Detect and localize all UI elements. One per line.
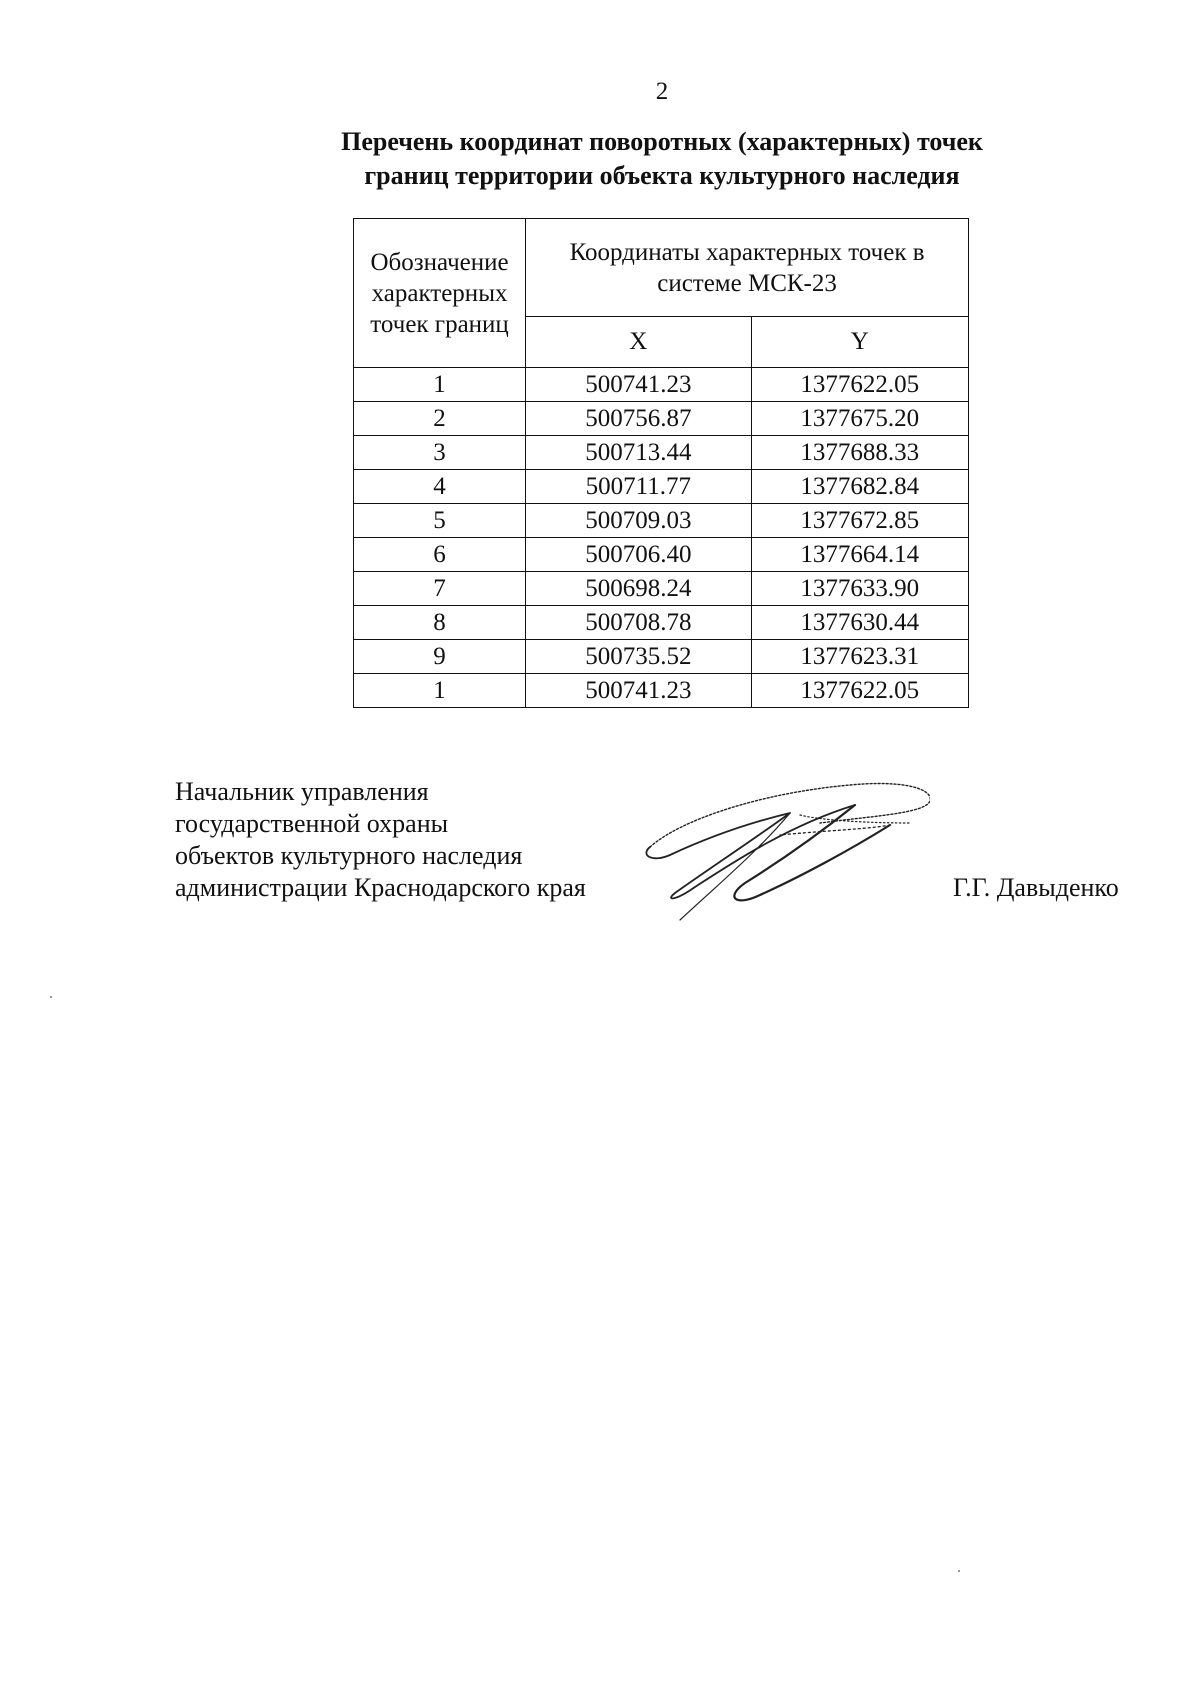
table-row	[354, 674, 969, 708]
signature-block	[175, 776, 586, 904]
cell-x: 500735.52	[526, 640, 751, 674]
document-title	[0, 125, 1200, 193]
cell-x: 500708.78	[526, 606, 751, 640]
signer-position-line-3: объектов культурного наследия	[175, 841, 523, 870]
header-designation: Обозначение характерных точек границ	[354, 219, 526, 368]
cell-x: 500741.23	[526, 674, 751, 708]
cell-point: 5	[354, 504, 526, 538]
cell-point: 2	[354, 402, 526, 436]
cell-point: 4	[354, 470, 526, 504]
cell-x: 500709.03	[526, 504, 751, 538]
signer-name: Г.Г. Давыденко	[953, 873, 1119, 902]
cell-x: 500713.44	[526, 436, 751, 470]
cell-y: 1377664.14	[751, 538, 968, 572]
signer-position-line-4: администрации Краснодарского края	[175, 873, 586, 902]
scan-speck	[50, 996, 52, 998]
cell-y: 1377633.90	[751, 572, 968, 606]
table-row	[354, 470, 969, 504]
cell-point: 3	[354, 436, 526, 470]
cell-x: 500756.87	[526, 402, 751, 436]
cell-point: 7	[354, 572, 526, 606]
title-line-1: Перечень координат поворотных (характерных) точек	[341, 127, 983, 156]
cell-x: 500706.40	[526, 538, 751, 572]
header-y: Y	[751, 317, 968, 368]
cell-y: 1377622.05	[751, 674, 968, 708]
header-coordinates: Координаты характерных точек в системе МСК-23	[526, 219, 969, 317]
cell-point: 6	[354, 538, 526, 572]
cell-x: 500698.24	[526, 572, 751, 606]
cell-y: 1377623.31	[751, 640, 968, 674]
title-line-2: границ территории объекта культурного наследия	[364, 161, 960, 190]
table-row	[354, 538, 969, 572]
handwritten-signature	[640, 775, 930, 930]
cell-point: 1	[354, 674, 526, 708]
table-row	[354, 572, 969, 606]
cell-y: 1377630.44	[751, 606, 968, 640]
table-header-row	[354, 219, 969, 317]
cell-point: 9	[354, 640, 526, 674]
table-row	[354, 640, 969, 674]
table-row	[354, 402, 969, 436]
signer-position-line-2: государственной охраны	[175, 809, 449, 838]
cell-x: 500711.77	[526, 470, 751, 504]
table-row	[354, 368, 969, 402]
cell-point: 1	[354, 368, 526, 402]
cell-y: 1377675.20	[751, 402, 968, 436]
table-row	[354, 606, 969, 640]
cell-x: 500741.23	[526, 368, 751, 402]
cell-y: 1377682.84	[751, 470, 968, 504]
coordinates-table	[353, 218, 969, 708]
table-row	[354, 504, 969, 538]
cell-y: 1377672.85	[751, 504, 968, 538]
signer-position-line-1: Начальник управления	[175, 777, 429, 806]
cell-point: 8	[354, 606, 526, 640]
cell-y: 1377622.05	[751, 368, 968, 402]
cell-y: 1377688.33	[751, 436, 968, 470]
page-number: 2	[655, 78, 669, 105]
table-row	[354, 436, 969, 470]
scan-speck	[958, 1570, 960, 1572]
header-x: X	[526, 317, 751, 368]
